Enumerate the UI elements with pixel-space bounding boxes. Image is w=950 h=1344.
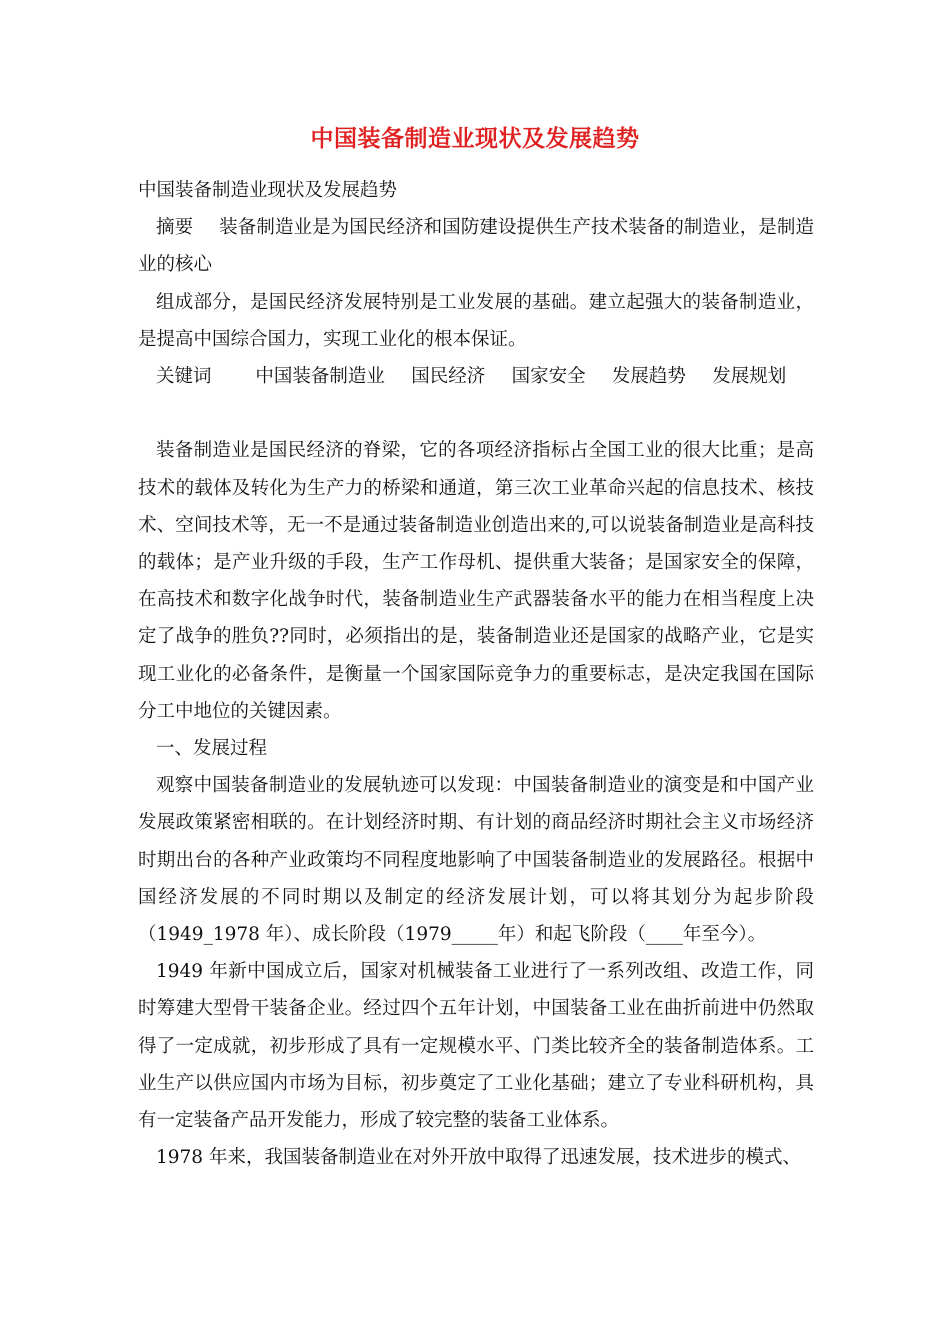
section-heading: 一、发展过程 [156, 738, 268, 760]
abstract-paragraph [138, 209, 814, 283]
abstract-text-part1: 装备制造业是为国民经济和国防建设提供生产技术装备的制造业，是制造业的核心 [138, 217, 814, 276]
keywords-label: 关键词 [156, 366, 212, 388]
document-body [138, 172, 814, 1176]
keyword-item: 国民经济 [411, 366, 486, 388]
blank-line [138, 395, 814, 432]
keyword-item: 中国装备制造业 [255, 366, 385, 388]
body-paragraph: 1949 年新中国成立后，国家对机械装备工业进行了一系列改组、改造工作，同时筹建大型骨干装备企业。经过四个五年计划，中国装备工业在曲折前进中仍然取得了一定成就，初步形成了具有一定规模水平、门类比较齐全的装备制造体系。工业生产以供应国内市场为目标，初步奠定了工业化基础；建立了专业科研机构，具有一定装备产品开发能力，形成了较完整的装备工业体系。 [138, 961, 814, 1132]
subtitle-line: 中国装备制造业现状及发展趋势 [138, 180, 398, 201]
keyword-item: 发展趋势 [611, 366, 686, 388]
abstract-label: 摘要 [156, 217, 194, 239]
body-paragraph: 观察中国装备制造业的发展轨迹可以发现：中国装备制造业的演变是和中国产业发展政策紧密相联的。在计划经济时期、有计划的商品经济时期社会主义市场经济时期出台的各种产业政策均不同程度地影响了中国装备制造业的发展路径。根据中国经济发展的不同时期以及制定的经济发展计划，可以将其划分为起步阶段（1949_1978 年）、成长阶段（1979_____年）和起飞阶段（____年至今）。 [138, 775, 814, 946]
keywords-line [138, 358, 814, 395]
keyword-item: 发展规划 [712, 366, 787, 388]
keyword-item: 国家安全 [511, 366, 586, 388]
intro-paragraph: 装备制造业是国民经济的脊梁，它的各项经济指标占全国工业的很大比重；是高技术的载体及转化为生产力的桥梁和通道，第三次工业革命兴起的信息技术、核技术、空间技术等，无一不是通过装备制造业创造出来的,可以说装备制造业是高科技的载体；是产业升级的手段，生产工作母机、提供重大装备；是国家安全的保障，在高技术和数字化战争时代，装备制造业生产武器装备水平的能力在相当程度上决定了战争的胜负??同时，必须指出的是，装备制造业还是国家的战略产业，它是实现工业化的必备条件，是衡量一个国家国际竞争力的重要标志，是决定我国在国际分工中地位的关键因素。 [138, 440, 814, 722]
abstract-continuation: 组成部分，是国民经济发展特别是工业发展的基础。建立起强大的装备制造业，是提高中国综合国力，实现工业化的根本保证。 [138, 291, 814, 350]
body-paragraph: 1978 年来，我国装备制造业在对外开放中取得了迅速发展，技术进步的模式、 [156, 1147, 801, 1169]
document-title: 中国装备制造业现状及发展趋势 [310, 125, 640, 152]
